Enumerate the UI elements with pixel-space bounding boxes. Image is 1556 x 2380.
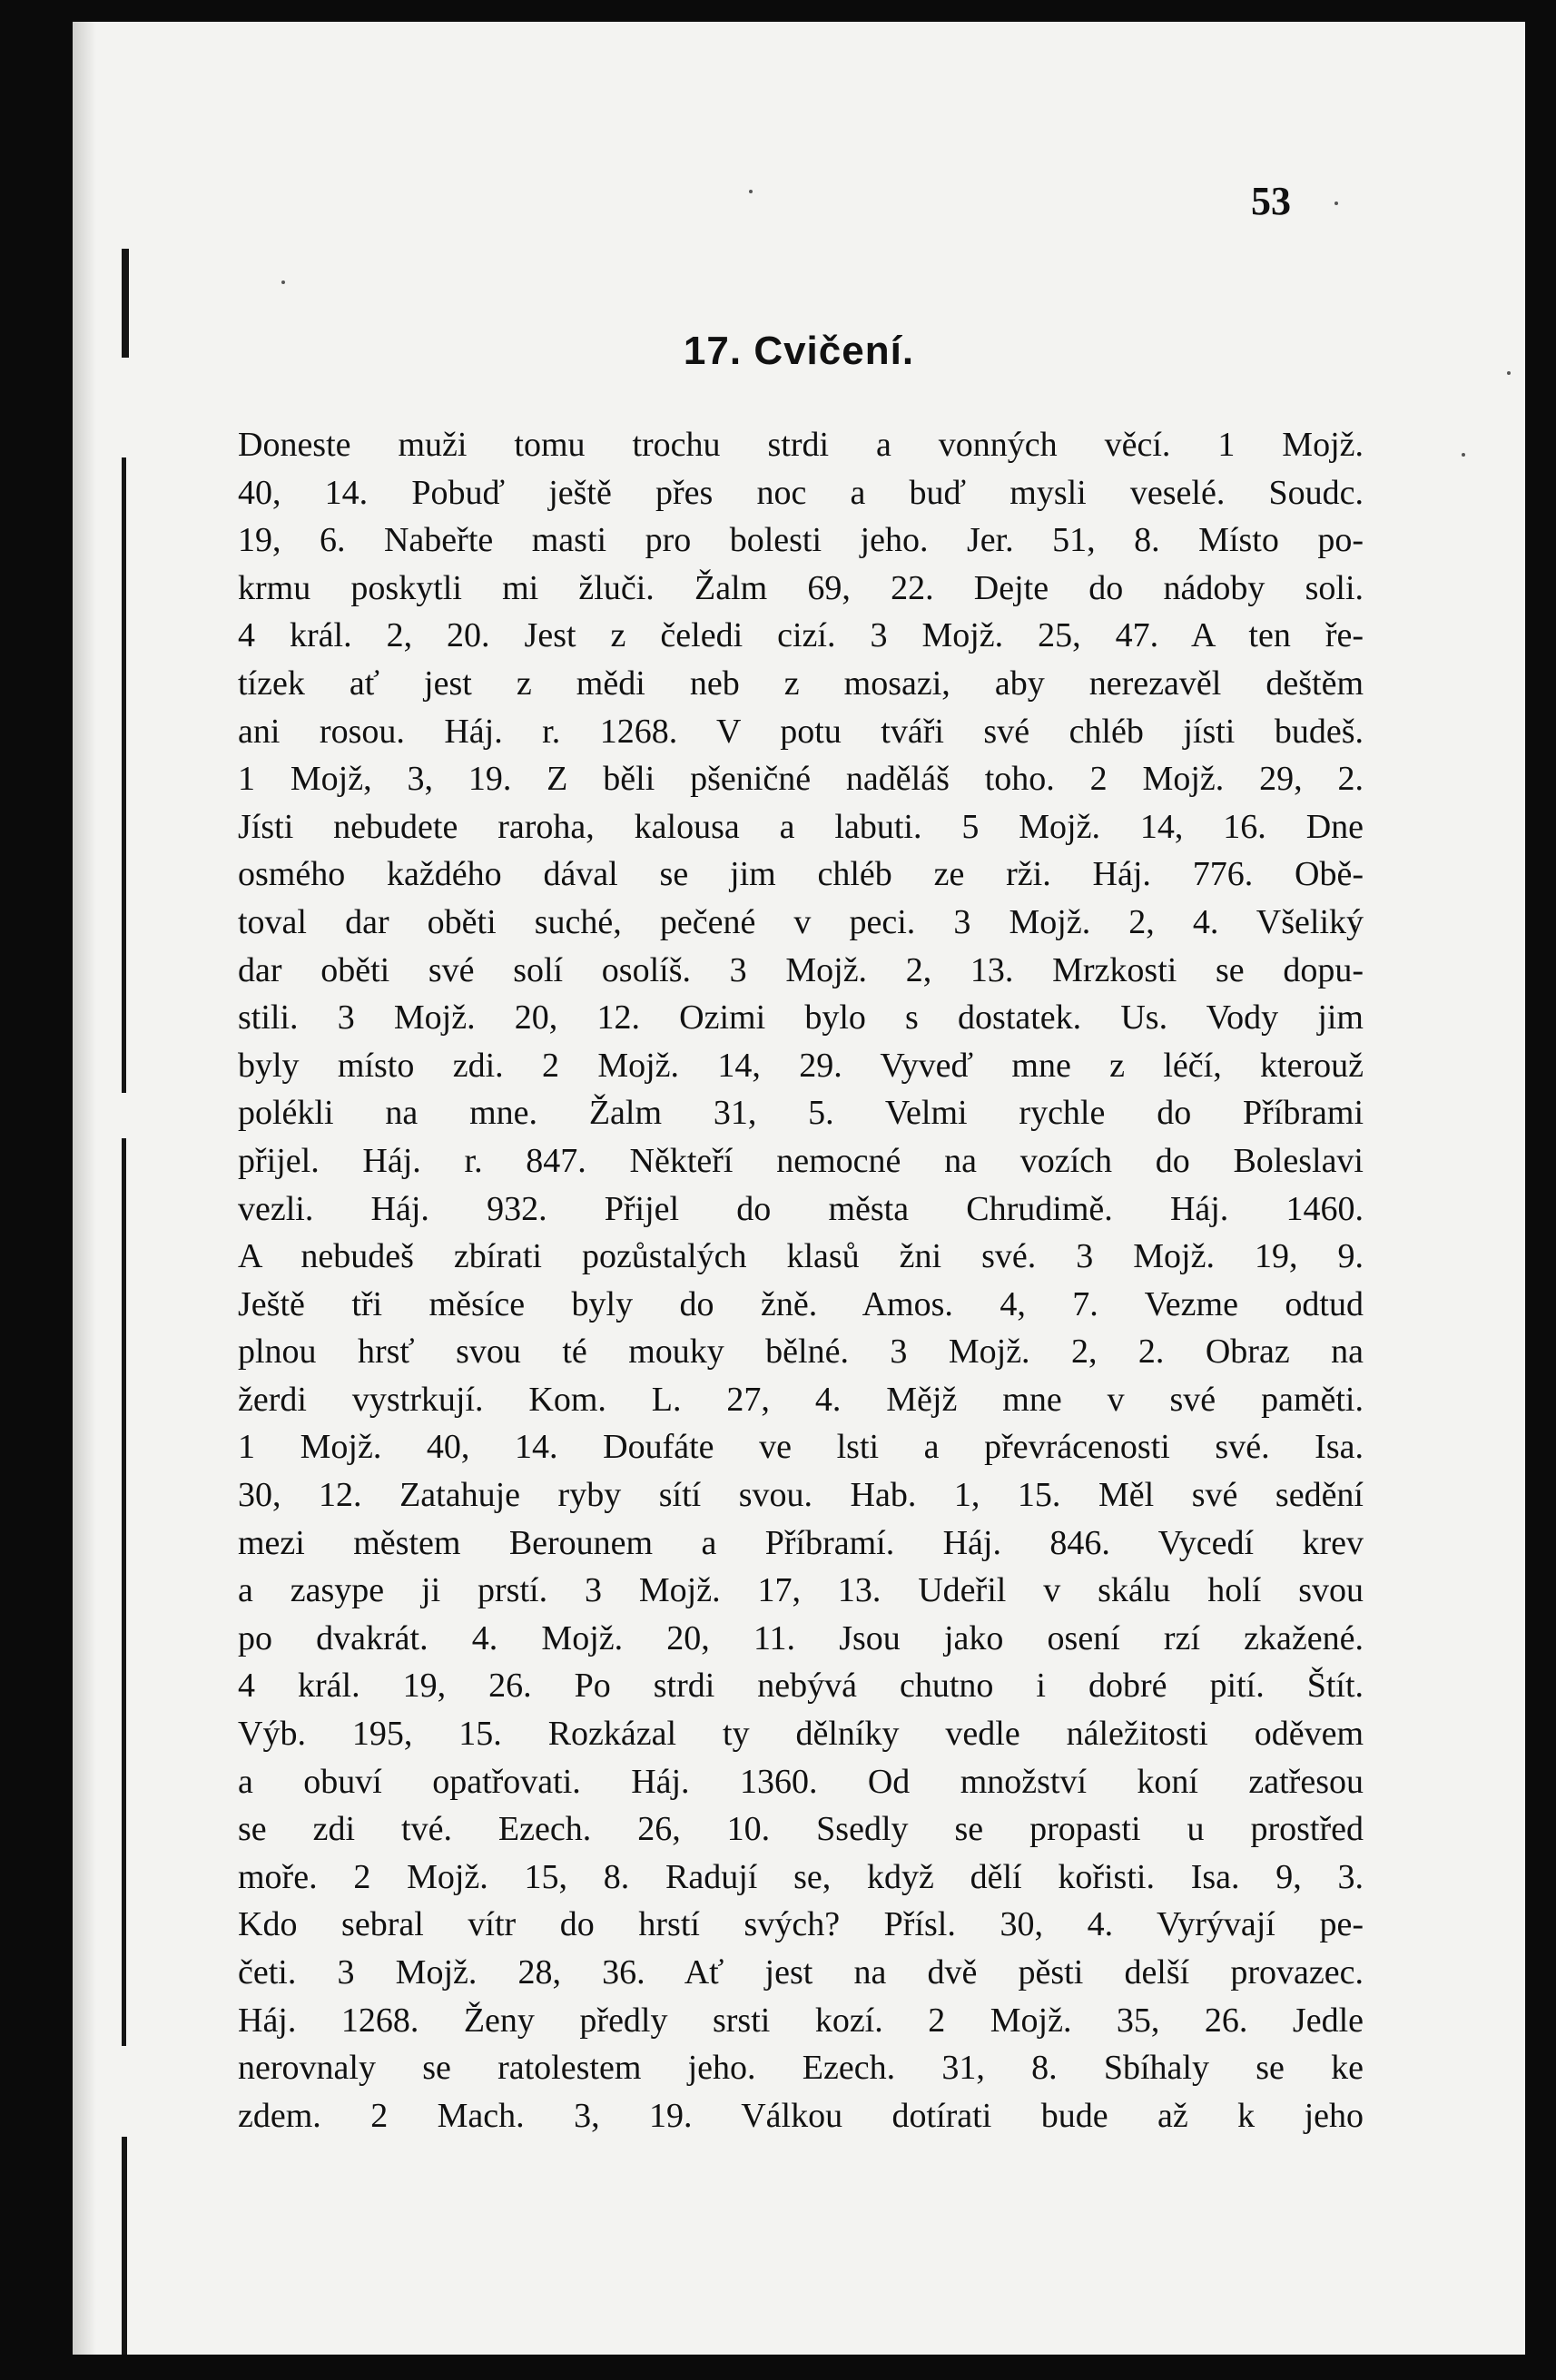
text-line: Háj. 1268. Ženy předly srsti kozí. 2 Mojž. 35, 26. Jedle <box>238 2001 1364 2040</box>
text-line: moře. 2 Mojž. 15, 8. Radují se, když dělí kořisti. Isa. 9, 3. <box>238 1857 1364 1896</box>
margin-mark <box>122 1138 126 2046</box>
text-line: četi. 3 Mojž. 28, 36. Ať jest na dvě pěsti delší provazec. <box>238 1953 1364 1992</box>
speck <box>1462 453 1465 457</box>
text-line: plnou hrsť svou té mouky bělné. 3 Mojž. 2, 2. Obraz na <box>238 1333 1364 1372</box>
exercise-text <box>238 421 1364 2139</box>
text-line: a obuví opatřovati. Háj. 1360. Od množství koní zatřesou <box>238 1762 1364 1801</box>
text-line: Výb. 195, 15. Rozkázal ty dělníky vedle náležitosti oděvem <box>238 1715 1364 1754</box>
text-line: Doneste muži tomu trochu strdi a vonných věcí. 1 Mojž. <box>238 426 1364 464</box>
margin-mark <box>122 2137 127 2355</box>
text-line: polékli na mne. Žalm 31, 5. Velmi rychle do Příbrami <box>238 1094 1364 1133</box>
text-line: žerdi vystrkují. Kom. L. 27, 4. Mějž mne v své paměti. <box>238 1380 1364 1419</box>
text-line: 40, 14. Pobuď ještě přes noc a buď mysli veselé. Soudc. <box>238 473 1364 512</box>
speck <box>281 280 285 284</box>
text-line: dar oběti své solí osolíš. 3 Mojž. 2, 13. Mrzkosti se dopu- <box>238 950 1364 989</box>
text-line: 1 Mojž, 3, 19. Z běli pšeničné naděláš toho. 2 Mojž. 29, 2. <box>238 760 1364 799</box>
text-line: 4 král. 2, 20. Jest z čeledi cizí. 3 Mojž. 25, 47. A ten ře- <box>238 616 1364 655</box>
text-line: krmu poskytli mi žluči. Žalm 69, 22. Dejte do nádoby soli. <box>238 568 1364 607</box>
text-line: zdem. 2 Mach. 3, 19. Válkou dotírati bude až k jeho <box>238 2096 1364 2135</box>
text-line: 4 král. 19, 26. Po strdi nebývá chutno i dobré pití. Štít. <box>238 1667 1364 1706</box>
text-line: osmého každého dával se jim chléb ze rži. Háj. 776. Obě- <box>238 855 1364 894</box>
text-line: A nebudeš zbírati pozůstalých klasů žni své. 3 Mojž. 19, 9. <box>238 1237 1364 1276</box>
text-line: Kdo sebral vítr do hrstí svých? Přísl. 30, 4. Vyrývají pe- <box>238 1905 1364 1944</box>
section-heading: 17. Cvičení. <box>683 329 915 373</box>
text-line: 1 Mojž. 40, 14. Doufáte ve lsti a převrácenosti své. Isa. <box>238 1428 1364 1467</box>
text-line: Jísti nebudete raroha, kalousa a labuti. 5 Mojž. 14, 16. Dne <box>238 807 1364 846</box>
text-line: a zasype ji prstí. 3 Mojž. 17, 13. Udeřil v skálu holí svou <box>238 1571 1364 1610</box>
text-line: 19, 6. Nabeřte masti pro bolesti jeho. Jer. 51, 8. Místo po- <box>238 521 1364 560</box>
text-line: byly místo zdi. 2 Mojž. 14, 29. Vyveď mne z léčí, kterouž <box>238 1046 1364 1085</box>
text-line: stili. 3 Mojž. 20, 12. Ozimi bylo s dostatek. Us. Vody jim <box>238 998 1364 1038</box>
text-line: nerovnaly se ratolestem jeho. Ezech. 31, 8. Sbíhaly se ke <box>238 2049 1364 2088</box>
speck <box>1334 202 1338 205</box>
text-line: 30, 12. Zatahuje ryby sítí svou. Hab. 1, 15. Měl své sedění <box>238 1476 1364 1515</box>
margin-mark <box>122 457 126 1093</box>
text-line: po dvakrát. 4. Mojž. 20, 11. Jsou jako osení rzí zkažené. <box>238 1618 1364 1657</box>
speck <box>749 190 753 193</box>
text-line: přijel. Háj. r. 847. Někteří nemocné na vozích do Boleslavi <box>238 1141 1364 1180</box>
text-line: tízek ať jest z mědi neb z mosazi, aby nerezavěl deštěm <box>238 664 1364 703</box>
text-line: Ještě tři měsíce byly do žně. Amos. 4, 7. Vezme odtud <box>238 1284 1364 1323</box>
text-line: ani rosou. Háj. r. 1268. V potu tváři své chléb jísti budeš. <box>238 712 1364 751</box>
text-line: mezi městem Berounem a Příbramí. Háj. 846. Vycedí krev <box>238 1523 1364 1562</box>
text-line: se zdi tvé. Ezech. 26, 10. Ssedly se propasti u prostřed <box>238 1810 1364 1849</box>
text-line: toval dar oběti suché, pečené v peci. 3 Mojž. 2, 4. Všeliký <box>238 902 1364 941</box>
book-page <box>73 22 1525 2355</box>
text-line: vezli. Háj. 932. Přijel do města Chrudimě. Háj. 1460. <box>238 1189 1364 1228</box>
page-number: 53 <box>1251 179 1291 223</box>
